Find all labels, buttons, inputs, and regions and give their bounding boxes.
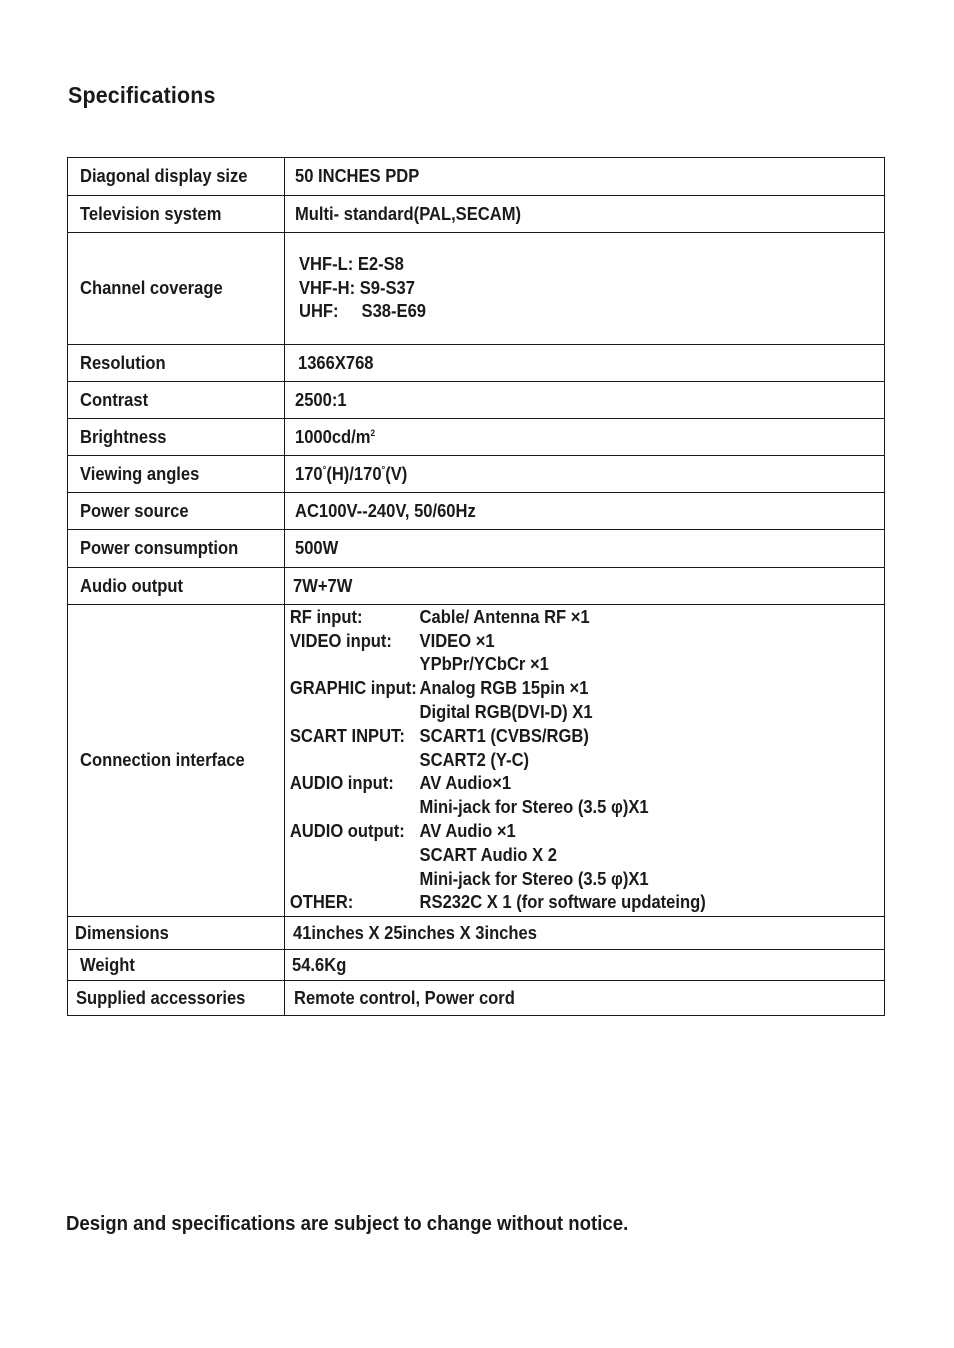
table-row	[68, 419, 885, 456]
spec-label: Dimensions	[68, 917, 285, 950]
list-item: VIDEO input: VIDEO ×1	[289, 630, 495, 651]
list-item: SCART Audio X 2	[419, 844, 557, 865]
list-item: OTHER: RS232C X 1 (for software updateing)	[289, 892, 706, 913]
spec-label: Weight	[68, 950, 285, 981]
channel-line: VHF-H: S9-S37	[299, 277, 415, 298]
list-item: Mini-jack for Stereo (3.5 φ)X1	[419, 797, 649, 818]
spec-value: 170°(H)/170°(V)	[285, 456, 885, 493]
table-row	[68, 493, 885, 530]
table-row	[68, 605, 885, 917]
spec-value: 41inches X 25inches X 3inches	[285, 917, 885, 950]
spec-value	[285, 605, 885, 917]
table-row	[68, 233, 885, 345]
spec-value: 54.6Kg	[285, 950, 885, 981]
list-item: GRAPHIC input: Analog RGB 15pin ×1	[289, 678, 589, 699]
table-row	[68, 917, 885, 950]
spec-label: Resolution	[68, 345, 285, 382]
spec-label: Contrast	[68, 382, 285, 419]
page-title: Specifications	[68, 82, 216, 108]
table-row	[68, 456, 885, 493]
spec-value: $1000cd/m^2$	[285, 419, 885, 456]
spec-label: Audio output	[68, 568, 285, 605]
spec-label: Connection interface	[68, 605, 285, 917]
table-row	[68, 530, 885, 568]
spec-value: 50 INCHES PDP	[285, 158, 885, 196]
list-item: SCART2 (Y-C)	[419, 749, 530, 770]
spec-value	[285, 233, 885, 345]
spec-label: Television system	[68, 196, 285, 233]
table-row	[68, 568, 885, 605]
specifications-table	[67, 157, 885, 1016]
table-row	[68, 981, 885, 1016]
spec-label: Brightness	[68, 419, 285, 456]
spec-value: AC100V--240V, 50/60Hz	[285, 493, 885, 530]
spec-value: Multi- standard(PAL,SECAM)	[285, 196, 885, 233]
footer-note: Design and specifications are subject to change without notice.	[66, 1213, 629, 1235]
list-item: AUDIO input: AV Audio×1	[289, 773, 512, 794]
channel-line: VHF-L: E2-S8	[299, 254, 404, 275]
list-item: SCART INPUT: SCART1 (CVBS/RGB)	[289, 725, 589, 746]
connection-list	[288, 606, 836, 915]
spec-value: Remote control, Power cord	[285, 981, 885, 1016]
table-row	[68, 196, 885, 233]
table-row	[68, 382, 885, 419]
table-row	[68, 158, 885, 196]
list-item: Mini-jack for Stereo (3.5 φ)X1	[419, 868, 649, 889]
spec-value: 1366X768	[285, 345, 885, 382]
list-item: RF input: Cable/ Antenna RF ×1	[289, 606, 590, 627]
spec-label: Power source	[68, 493, 285, 530]
spec-label: Viewing angles	[68, 456, 285, 493]
table-row	[68, 345, 885, 382]
spec-label: Channel coverage	[68, 233, 285, 345]
spec-label: Supplied accessories	[68, 981, 285, 1016]
table-row	[68, 950, 885, 981]
spec-label: Diagonal display size	[68, 158, 285, 196]
spec-value: 7W+7W	[285, 568, 885, 605]
list-item: Digital RGB(DVI-D) X1	[419, 702, 593, 722]
list-item: YPbPr/YCbCr ×1	[419, 654, 549, 675]
channel-line: UHF: S38-E69	[299, 301, 427, 322]
list-item: AUDIO output: AV Audio ×1	[289, 820, 516, 841]
spec-value: 500W	[285, 530, 885, 568]
spec-value: 2500:1	[285, 382, 885, 419]
spec-label: Power consumption	[68, 530, 285, 568]
